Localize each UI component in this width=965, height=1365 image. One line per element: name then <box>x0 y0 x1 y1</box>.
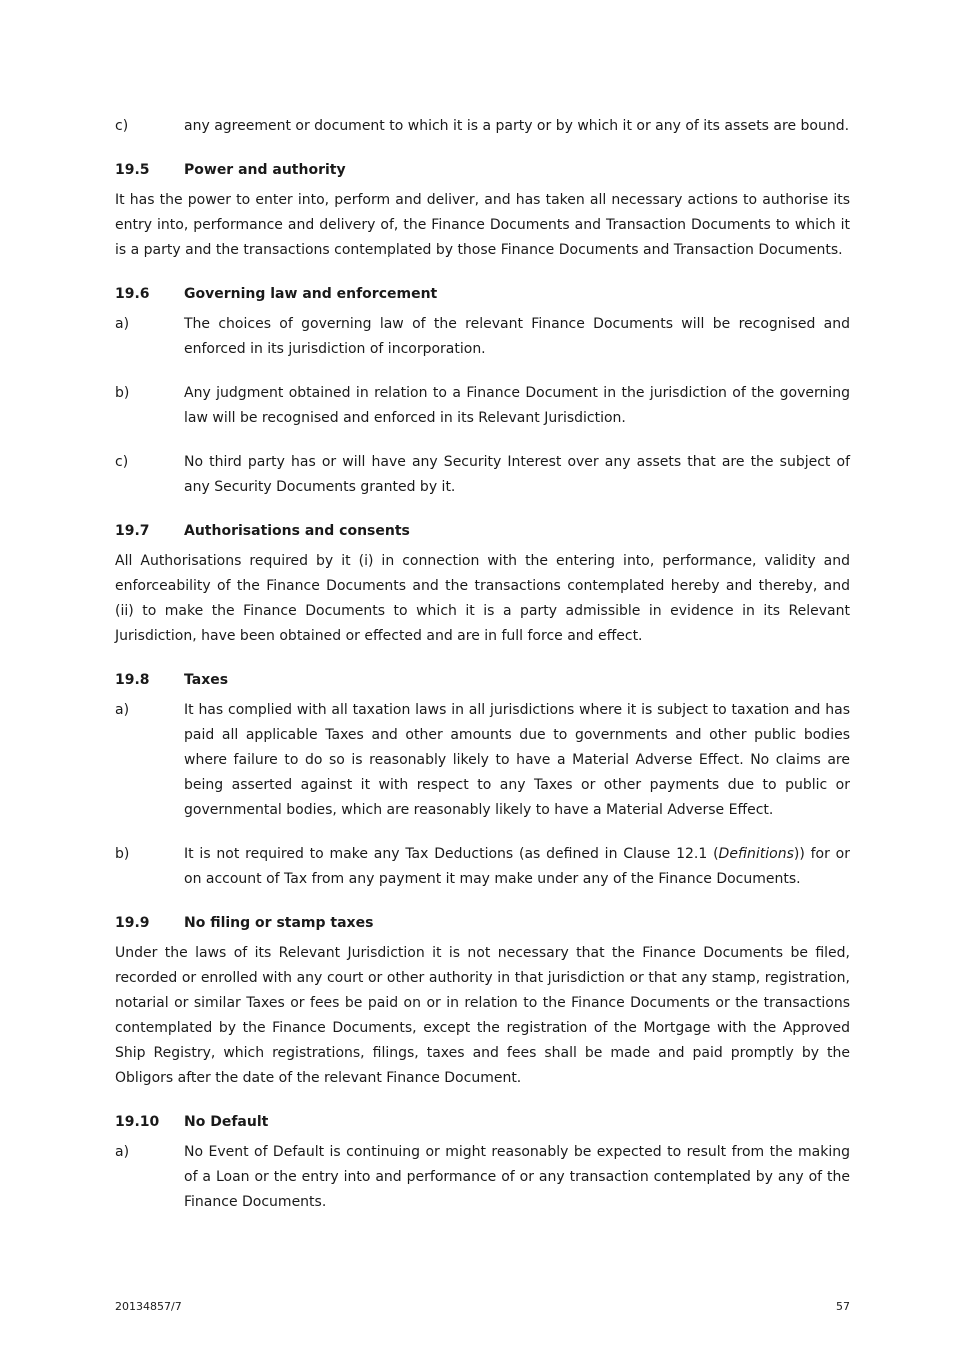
item-label: c) <box>115 118 129 134</box>
document-reference: 20134857/7 <box>115 1300 182 1313</box>
section-title: Power and authority <box>184 162 346 178</box>
section-heading-19-9 <box>115 911 850 936</box>
section-title: Governing law and enforcement <box>184 286 438 302</box>
list-item <box>115 312 850 362</box>
section-body: Under the laws of its Relevant Jurisdiction it is not necessary that the Finance Documents be filed, recorded or enrolled with any court or other authority in that jurisdiction or that any stamp, registration, notarial or similar Taxes or fees be paid on or in relation to the Finance Documents or the transactions contemplated by the Finance Documents, except the registration of the Mortgage with the Approved Ship Registry, which registrations, filings, taxes and fees shall be made and paid promptly by the Obligors after the date of the relevant Finance Document. <box>115 945 850 1086</box>
item-text-after: )) for or on account of Tax from any payment it may make under any of the Finance Documents. <box>184 846 850 887</box>
section-heading-19-7 <box>115 519 850 544</box>
section-number: 19.10 <box>115 1114 160 1130</box>
section-number: 19.6 <box>115 286 150 302</box>
list-item <box>115 842 850 892</box>
item-label: c) <box>115 454 129 470</box>
definitions-reference: Definitions <box>718 846 794 862</box>
section-number: 19.9 <box>115 915 150 931</box>
item-text: No Event of Default is continuing or might reasonably be expected to result from the making of a Loan or the entry into and performance of or any transaction contemplated by any of the Finance Documents. <box>184 1144 850 1210</box>
section-number: 19.8 <box>115 672 150 688</box>
list-item <box>115 1140 850 1215</box>
section-heading-19-5 <box>115 158 850 183</box>
list-item <box>115 381 850 431</box>
item-text: The choices of governing law of the relevant Finance Documents will be recognised and enforced in its jurisdiction of incorporation. <box>184 316 850 357</box>
page-content <box>115 114 850 1215</box>
list-item <box>115 114 850 139</box>
item-text: It has complied with all taxation laws in all jurisdictions where it is subject to taxation and has paid all applicable Taxes and other amounts due to governments and other public bodies where failure to do so is reasonably likely to have a Material Adverse Effect. No claims are being asserted against it with respect to any Taxes or other payments due to public or governmental bodies, which are reasonably likely to have a Material Adverse Effect. <box>184 702 850 818</box>
list-item <box>115 450 850 500</box>
list-item <box>115 698 850 823</box>
item-label: a) <box>115 702 130 718</box>
section-body: It has the power to enter into, perform and deliver, and has taken all necessary actions to authorise its entry into, performance and delivery of, the Finance Documents and Transaction Documents to which it is a party and the transactions contemplated by those Finance Documents and Transaction Documents. <box>115 192 850 258</box>
section-number: 19.5 <box>115 162 150 178</box>
section-heading-19-6 <box>115 282 850 307</box>
section-heading-19-10 <box>115 1110 850 1135</box>
item-text-before: It is not required to make any Tax Deductions (as defined in Clause 12.1 ( <box>184 846 719 862</box>
section-number: 19.7 <box>115 523 150 539</box>
section-title: No Default <box>184 1114 269 1130</box>
section-title: Authorisations and consents <box>184 523 410 539</box>
item-text: any agreement or document to which it is a party or by which it or any of its assets are bound. <box>184 118 850 134</box>
item-label: b) <box>115 846 130 862</box>
item-label: a) <box>115 1144 130 1160</box>
item-text: Any judgment obtained in relation to a Finance Document in the jurisdiction of the governing law will be recognised and enforced in its Relevant Jurisdiction. <box>184 385 850 426</box>
section-heading-19-8 <box>115 668 850 693</box>
item-text: No third party has or will have any Security Interest over any assets that are the subject of any Security Documents granted by it. <box>184 454 850 495</box>
section-title: Taxes <box>184 672 229 688</box>
section-body: All Authorisations required by it (i) in connection with the entering into, performance, validity and enforceability of the Finance Documents and the transactions contemplated hereby and thereby, and (ii) to make the Finance Documents to which it is a party admissible in evidence in its Relevant Jurisdiction, have been obtained or effected and are in full force and effect. <box>115 553 850 644</box>
item-text <box>184 842 850 892</box>
item-label: b) <box>115 385 130 401</box>
item-label: a) <box>115 316 130 332</box>
section-title: No filing or stamp taxes <box>184 915 374 931</box>
page-number: 57 <box>836 1300 850 1313</box>
